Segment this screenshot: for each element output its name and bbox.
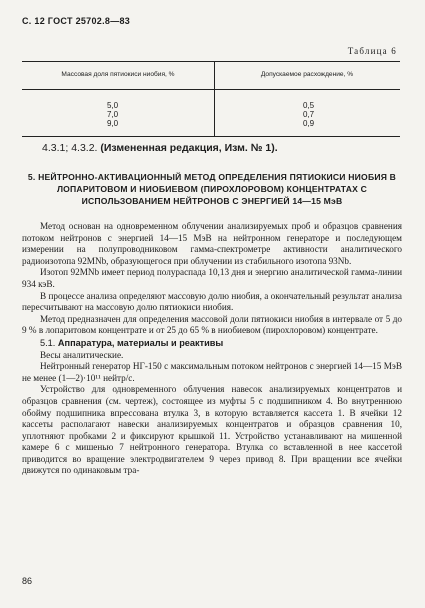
table-top-rule [22,61,400,62]
paragraph-scope: Метод предназначен для определения массовой доли пятиокиси ниобия в интервале от 5 до 9 % в лопаритовом концентрате и от 25 до 65 % в ниобиевом (пирохлоровом) концентрате. [22,313,402,336]
section-number: 5. [27,172,36,182]
table-cell: 0,9 [303,119,315,128]
table-header-tolerance: Допускаемое расхождение, % [260,71,354,78]
paragraph-generator: Нейтронный генератор НГ-150 с максимальным потоком нейтронов с энергией 14—15 МэВ не менее (1—2)·10¹¹ нейтр/с. [22,361,402,383]
section-heading [22,171,402,207]
table-cell: 0,5 [303,101,315,110]
paragraph-device: Устройство для одновременного облучения навесок анализируемых концентратов и образцов сравнения (см. чертеж), состоящее из муфты 5 с подшипником 4. Во внутреннюю обойму подшипника впрессована втулка 3, в которую вставляется кассета 1. В ячейки 12 кассеты располагают навески анализируемых концентратов и образцов сравнения 10, уплотняют пробками 2 и фиксируют крышкой 11. Устройство устанавливают на мишенной камере 6 с мишенью 7 нейтронного генератора. Втулка со вставленной в нее кассетой приводится во вращение электродвигателем 9 через привод 8. При вращении все ячейки движутся по одинаковым тра- [22,384,402,476]
section-title: НЕЙТРОННО-АКТИВАЦИОННЫЙ МЕТОД ОПРЕДЕЛЕНИЯ ПЯТИОКИСИ НИОБИЯ В ЛОПАРИТОВОМ И НИОБИЕВОМ (ПИРОХЛОРОВОМ) КОНЦЕНТРАТАХ С ИСПОЛЬЗОВАНИЕМ НЕЙТРОНОВ С ЭНЕРГИЕЙ 14—15 МэВ [38,172,397,206]
table-header-mass-fraction: Массовая доля пятиокиси ниобия, % [61,71,175,78]
table-cell: 7,0 [107,110,119,119]
body-text [22,221,402,477]
table-column-mass-fraction [107,101,118,128]
table-cell: 9,0 [107,119,119,128]
paragraph-balance: Весы аналитические. [40,349,124,360]
paragraph-calculation: В процессе анализа определяют массовую долю ниобия, а окончательный результат анализа пересчитывают на массовую долю пятиокиси ниобия. [22,290,402,313]
table-cell: 0,7 [303,110,315,119]
subsection-title: Аппаратура, материалы и реактивы [57,337,224,348]
table-bottom-rule [22,136,400,137]
table-cell: 5,0 [107,101,119,110]
amendment-note: (Измененная редакция, Изм. № 1). [100,142,278,154]
page-header: С. 12 ГОСТ 25702.8—83 [22,16,131,26]
page-number: 86 [22,576,33,586]
table-header-rule [22,89,400,90]
table-column-tolerance [303,101,314,128]
clause-numbers: 4.3.1; 4.3.2. [42,142,98,154]
amendment-reference [42,142,278,154]
paragraph-isotope: Изотоп 92MNb имеет период полураспада 10,13 дня и энергию аналитической гамма-линии 934 кэВ. [22,267,402,289]
subsection-heading [22,338,402,350]
paragraph-method: Метод основан на одновременном облучении анализируемых проб и образцов сравнения потоком нейтронов с энергией 14—15 МэВ на нейтронном генераторе и последующем измерении на полупроводниковом гамма-спектрометре активности аналитического радиоизотопа 92MNb, образующегося при облучении из стабильного изотопа 93Nb. [22,221,402,266]
table-label: Таблица 6 [347,46,397,56]
subsection-number: 5.1. [40,337,56,348]
